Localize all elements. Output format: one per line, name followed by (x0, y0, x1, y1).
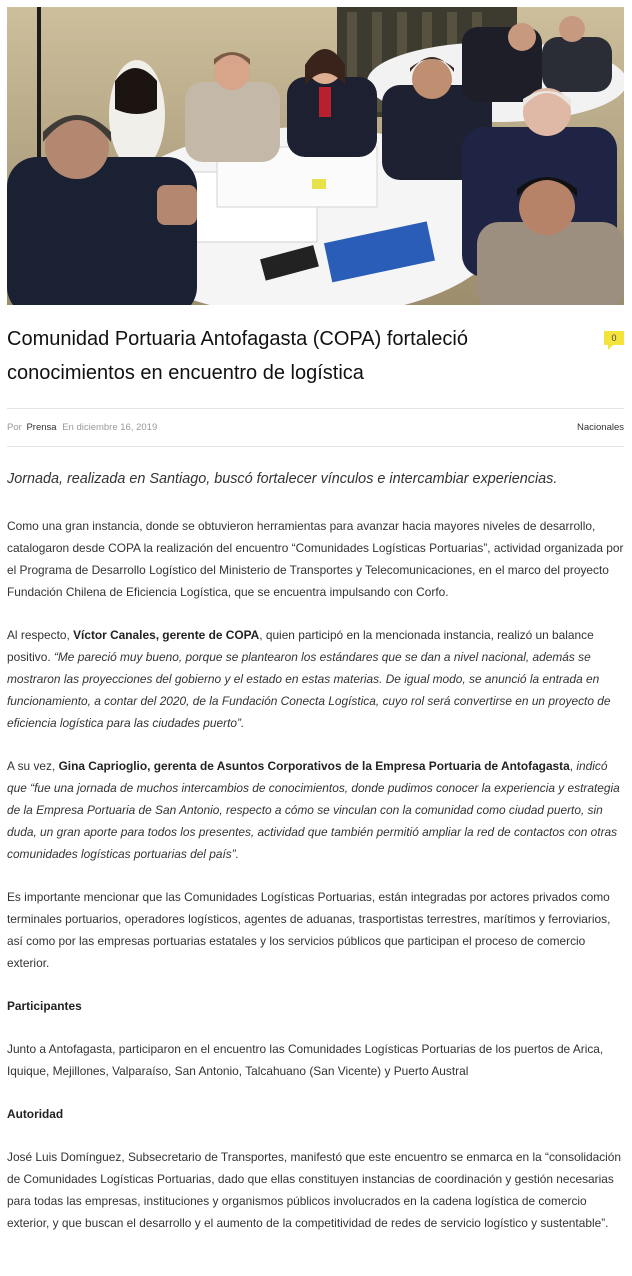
p2-middle: , quien participó en la mencionada instancia, realizó un balance positivo. (7, 628, 594, 664)
publish-date: En diciembre 16, 2019 (62, 422, 158, 433)
heading-autoridad (7, 1103, 625, 1125)
hero-photo (7, 7, 624, 305)
paragraph-autoridad: José Luis Domínguez, Subsecretario de Transportes, manifestó que este encuentro se enmarca en la “consolidación de Comunidades Logísticas Portuarias, dado que ellas constituyen instancias de coordinación y gestión necesarias para todas las empresas, instituciones y organismos públicos involucrados en la cadena logística de comercio exterior, y que buscan el desarrollo y el aumento de la competitividad de redes de servicio logístico y sustentable”. (7, 1150, 622, 1230)
heading-autoridad-text: Autoridad (7, 1107, 64, 1121)
paragraph-caprioglio (7, 755, 625, 865)
by-label: Por (7, 422, 22, 433)
paragraph-comunidades: Es importante mencionar que las Comunidades Logísticas Portuarias, están integradas por actores privados como terminales portuarios, operadores logísticos, agentes de aduanas, trasportistas terrestres, marítimos y ferroviarios, así como por las empresas portuarias estatales y los servicios públicos que participan el proceso de comercio exterior. (7, 890, 611, 970)
p2-quote: “Me pareció muy bueno, porque se plantearon los estándares que se dan a nivel nacional, además se mostraron las proyecciones del gobierno y el estado en estas materias. De igual modo, se anunció la entrada en funcionamiento, a contar del 2020, de la Fundación Conecta Logística, cuyo rol será convertirse en un proyecto de eficiencia logística para las ciudades puerto”. (7, 650, 611, 730)
p3-middle: , (569, 759, 577, 773)
paragraph-canales (7, 624, 625, 734)
heading-participantes-text: Participantes (7, 999, 82, 1013)
p2-intro: Al respecto, (7, 628, 74, 642)
paragraph-participantes: Junto a Antofagasta, participaron en el encuentro las Comunidades Logísticas Portuarias de los puertos de Arica, Iquique, Mejillones, Valparaíso, San Antonio, Talcahuano (San Vicente) y Puerto Austral (7, 1042, 604, 1078)
paragraph-intro: Como una gran instancia, donde se obtuvieron herramientas para avanzar hacia mayores niveles de desarrollo, catalogaron desde COPA la realización del encuentro “Comunidades Logísticas Portuarias”, actividad organizada por el Programa de Desarrollo Logístico del Ministerio de Transportes y Telecomunicaciones, en el marco del proyecto Fundación Chilena de Eficiencia Logística, que se encuentra impulsando con Corfo. (7, 519, 624, 599)
article-lead: Jornada, realizada en Santiago, buscó fortalecer vínculos e intercambiar experiencias. (7, 471, 558, 487)
p2-name: Víctor Canales, gerente de COPA (73, 628, 260, 642)
article-body (7, 515, 625, 1255)
article-meta (7, 408, 624, 447)
author-link[interactable]: Prensa (26, 422, 57, 433)
p3-name: Gina Caprioglio, gerenta de Asuntos Corporativos de la Empresa Portuaria de Antofagasta (58, 759, 570, 773)
p3-intro: A su vez, (7, 759, 59, 773)
comment-count-badge[interactable]: 0 (604, 331, 624, 345)
heading-participantes (7, 995, 625, 1017)
article-title: Comunidad Portuaria Antofagasta (COPA) fortaleció conocimientos en encuentro de logística (7, 328, 468, 384)
category-link[interactable]: Nacionales (577, 422, 624, 433)
p3-quote: indicó que “fue una jornada de muchos intercambios de conocimientos, donde pudimos conocer la experiencia y estrategia de la Empresa Portuaria de San Antonio, respecto a cómo se vinculan con la comunidad como ciudad puerto, sin duda, un gran aporte para todos los presentes, actividad que también permitió ampliar la red de contactos con otras comunidades logísticas portuarias del país”. (7, 759, 620, 861)
